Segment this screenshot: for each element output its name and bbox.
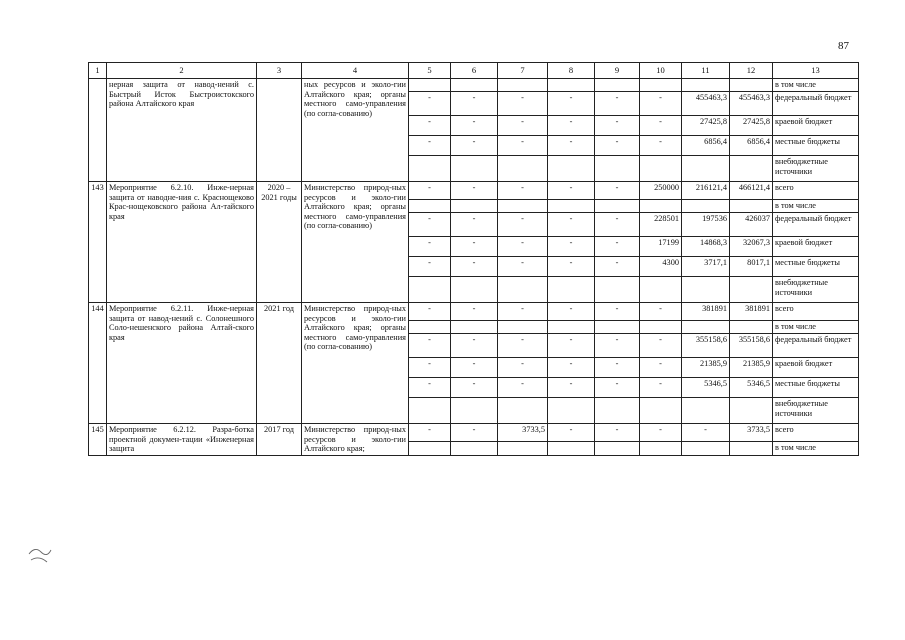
amount-cell bbox=[409, 321, 451, 334]
amount-cell: 27425,8 bbox=[682, 116, 730, 136]
row-number: 145 bbox=[89, 424, 107, 456]
funding-source: краевой бюджет bbox=[773, 237, 859, 257]
amount-cell bbox=[682, 156, 730, 182]
column-header: 8 bbox=[548, 63, 595, 79]
amount-cell: 21385,9 bbox=[682, 358, 730, 378]
amount-cell: 228501 bbox=[640, 213, 682, 237]
period-cell: 2017 год bbox=[257, 424, 302, 456]
amount-cell bbox=[730, 156, 773, 182]
amount-cell bbox=[640, 156, 682, 182]
column-header: 9 bbox=[595, 63, 640, 79]
funding-source: в том числе bbox=[773, 442, 859, 455]
amount-cell: - bbox=[595, 358, 640, 378]
funding-source: краевой бюджет bbox=[773, 358, 859, 378]
column-header: 7 bbox=[498, 63, 548, 79]
amount-cell: 5346,5 bbox=[682, 378, 730, 398]
amount-cell: - bbox=[451, 303, 498, 321]
header-row bbox=[89, 63, 859, 79]
amount-cell bbox=[640, 277, 682, 303]
amount-cell: 3717,1 bbox=[682, 257, 730, 277]
funding-source: федеральный бюджет bbox=[773, 334, 859, 358]
amount-cell: - bbox=[595, 116, 640, 136]
amount-cell bbox=[640, 200, 682, 213]
amount-cell bbox=[730, 200, 773, 213]
amount-cell: - bbox=[451, 213, 498, 237]
amount-cell bbox=[595, 79, 640, 92]
amount-cell: - bbox=[548, 92, 595, 116]
amount-cell: 455463,3 bbox=[682, 92, 730, 116]
executor-cell: Министерство природ-ных ресурсов и эколо-гии Алтайского края; bbox=[302, 424, 409, 456]
period-cell bbox=[257, 79, 302, 182]
measure-description: Мероприятие 6.2.11. Инже-нерная защита от навод-нений с. Солонешного Соло-нешенского района Алтай-ского края bbox=[107, 303, 257, 424]
amount-cell bbox=[595, 277, 640, 303]
amount-cell: 381891 bbox=[682, 303, 730, 321]
amount-cell: - bbox=[498, 136, 548, 156]
budget-table bbox=[88, 62, 859, 456]
executor-cell: ных ресурсов и эколо-гии Алтайского края; органы местного само-управления (по согла-сованию) bbox=[302, 79, 409, 182]
amount-cell: - bbox=[498, 257, 548, 277]
amount-cell: - bbox=[409, 237, 451, 257]
amount-cell bbox=[451, 156, 498, 182]
amount-cell: 426037 bbox=[730, 213, 773, 237]
funding-source: местные бюджеты bbox=[773, 257, 859, 277]
amount-cell: - bbox=[595, 378, 640, 398]
amount-cell: - bbox=[498, 213, 548, 237]
funding-source: в том числе bbox=[773, 200, 859, 213]
amount-cell: - bbox=[640, 334, 682, 358]
amount-cell bbox=[451, 442, 498, 455]
amount-cell bbox=[730, 442, 773, 455]
amount-cell bbox=[640, 398, 682, 424]
amount-cell: - bbox=[595, 237, 640, 257]
amount-cell bbox=[640, 79, 682, 92]
amount-cell bbox=[730, 398, 773, 424]
amount-cell: - bbox=[640, 92, 682, 116]
amount-cell: - bbox=[548, 257, 595, 277]
table-row bbox=[89, 424, 859, 442]
amount-cell: 32067,3 bbox=[730, 237, 773, 257]
amount-cell bbox=[409, 442, 451, 455]
row-number: 144 bbox=[89, 303, 107, 424]
handwritten-mark bbox=[25, 540, 55, 570]
column-header: 1 bbox=[89, 63, 107, 79]
column-header: 3 bbox=[257, 63, 302, 79]
amount-cell: - bbox=[640, 424, 682, 442]
amount-cell: 197536 bbox=[682, 213, 730, 237]
funding-source: местные бюджеты bbox=[773, 378, 859, 398]
amount-cell: - bbox=[640, 116, 682, 136]
amount-cell: 455463,3 bbox=[730, 92, 773, 116]
funding-source: краевой бюджет bbox=[773, 116, 859, 136]
table-row bbox=[89, 79, 859, 92]
funding-source: всего bbox=[773, 424, 859, 442]
amount-cell: - bbox=[498, 378, 548, 398]
row-number bbox=[89, 79, 107, 182]
amount-cell: - bbox=[548, 358, 595, 378]
amount-cell: - bbox=[498, 303, 548, 321]
amount-cell bbox=[498, 321, 548, 334]
amount-cell bbox=[451, 321, 498, 334]
amount-cell: 216121,4 bbox=[682, 182, 730, 200]
page-number: 87 bbox=[838, 40, 849, 52]
amount-cell bbox=[595, 200, 640, 213]
amount-cell bbox=[451, 277, 498, 303]
amount-cell: 6856,4 bbox=[730, 136, 773, 156]
amount-cell: - bbox=[409, 116, 451, 136]
amount-cell: - bbox=[548, 116, 595, 136]
funding-source: местные бюджеты bbox=[773, 136, 859, 156]
amount-cell: 21385,9 bbox=[730, 358, 773, 378]
amount-cell bbox=[595, 321, 640, 334]
funding-source: федеральный бюджет bbox=[773, 213, 859, 237]
amount-cell: 355158,6 bbox=[730, 334, 773, 358]
funding-source: всего bbox=[773, 182, 859, 200]
funding-source: федеральный бюджет bbox=[773, 92, 859, 116]
amount-cell: - bbox=[595, 136, 640, 156]
executor-cell: Министерство природ-ных ресурсов и эколо-гии Алтайского края; органы местного само-управления (по согла-сованию) bbox=[302, 182, 409, 303]
amount-cell bbox=[548, 156, 595, 182]
amount-cell bbox=[595, 398, 640, 424]
amount-cell bbox=[595, 442, 640, 455]
amount-cell bbox=[451, 79, 498, 92]
amount-cell: - bbox=[451, 237, 498, 257]
amount-cell: - bbox=[409, 334, 451, 358]
amount-cell: - bbox=[451, 358, 498, 378]
amount-cell: - bbox=[409, 213, 451, 237]
amount-cell: 8017,1 bbox=[730, 257, 773, 277]
amount-cell: - bbox=[548, 182, 595, 200]
amount-cell bbox=[682, 398, 730, 424]
amount-cell bbox=[498, 277, 548, 303]
amount-cell: - bbox=[409, 424, 451, 442]
amount-cell: - bbox=[451, 182, 498, 200]
funding-source: внебюджетные источники bbox=[773, 156, 859, 182]
amount-cell bbox=[682, 200, 730, 213]
amount-cell: - bbox=[451, 136, 498, 156]
amount-cell bbox=[682, 321, 730, 334]
column-header: 4 bbox=[302, 63, 409, 79]
amount-cell: - bbox=[595, 213, 640, 237]
amount-cell bbox=[730, 79, 773, 92]
amount-cell bbox=[498, 442, 548, 455]
amount-cell: 5346,5 bbox=[730, 378, 773, 398]
amount-cell: - bbox=[498, 182, 548, 200]
amount-cell: - bbox=[640, 378, 682, 398]
column-header: 11 bbox=[682, 63, 730, 79]
amount-cell bbox=[451, 200, 498, 213]
amount-cell bbox=[548, 321, 595, 334]
column-header: 12 bbox=[730, 63, 773, 79]
amount-cell bbox=[409, 200, 451, 213]
amount-cell bbox=[548, 398, 595, 424]
amount-cell: 355158,6 bbox=[682, 334, 730, 358]
amount-cell: - bbox=[451, 92, 498, 116]
column-header: 13 bbox=[773, 63, 859, 79]
amount-cell bbox=[548, 200, 595, 213]
amount-cell: - bbox=[548, 136, 595, 156]
amount-cell: - bbox=[548, 303, 595, 321]
amount-cell bbox=[730, 321, 773, 334]
amount-cell: - bbox=[498, 334, 548, 358]
amount-cell: - bbox=[409, 182, 451, 200]
amount-cell bbox=[640, 442, 682, 455]
amount-cell: - bbox=[548, 334, 595, 358]
amount-cell: - bbox=[548, 424, 595, 442]
amount-cell bbox=[409, 156, 451, 182]
amount-cell bbox=[640, 321, 682, 334]
column-header: 5 bbox=[409, 63, 451, 79]
amount-cell bbox=[498, 79, 548, 92]
amount-cell: 250000 bbox=[640, 182, 682, 200]
amount-cell: 381891 bbox=[730, 303, 773, 321]
amount-cell: - bbox=[595, 257, 640, 277]
table-row bbox=[89, 182, 859, 200]
amount-cell: - bbox=[498, 116, 548, 136]
amount-cell: 27425,8 bbox=[730, 116, 773, 136]
amount-cell bbox=[682, 277, 730, 303]
amount-cell: - bbox=[640, 303, 682, 321]
amount-cell: 17199 bbox=[640, 237, 682, 257]
amount-cell: - bbox=[498, 237, 548, 257]
amount-cell bbox=[498, 398, 548, 424]
amount-cell bbox=[498, 156, 548, 182]
amount-cell bbox=[548, 442, 595, 455]
amount-cell: 3733,5 bbox=[730, 424, 773, 442]
amount-cell: - bbox=[451, 334, 498, 358]
amount-cell: - bbox=[548, 237, 595, 257]
amount-cell: - bbox=[409, 136, 451, 156]
amount-cell: - bbox=[595, 182, 640, 200]
column-header: 10 bbox=[640, 63, 682, 79]
executor-cell: Министерство природ-ных ресурсов и эколо-гии Алтайского края; органы местного само-управления (по согла-сованию) bbox=[302, 303, 409, 424]
amount-cell bbox=[409, 398, 451, 424]
amount-cell: - bbox=[409, 303, 451, 321]
amount-cell: 6856,4 bbox=[682, 136, 730, 156]
amount-cell: - bbox=[409, 378, 451, 398]
column-header: 2 bbox=[107, 63, 257, 79]
funding-source: в том числе bbox=[773, 79, 859, 92]
amount-cell bbox=[409, 79, 451, 92]
amount-cell bbox=[595, 156, 640, 182]
amount-cell bbox=[682, 442, 730, 455]
table-row bbox=[89, 303, 859, 321]
amount-cell: - bbox=[451, 257, 498, 277]
amount-cell: - bbox=[640, 358, 682, 378]
amount-cell: 466121,4 bbox=[730, 182, 773, 200]
amount-cell: - bbox=[498, 358, 548, 378]
amount-cell bbox=[682, 79, 730, 92]
amount-cell: - bbox=[595, 92, 640, 116]
amount-cell: - bbox=[682, 424, 730, 442]
amount-cell bbox=[548, 277, 595, 303]
amount-cell: - bbox=[595, 334, 640, 358]
period-cell: 2021 год bbox=[257, 303, 302, 424]
amount-cell: 4300 bbox=[640, 257, 682, 277]
amount-cell: - bbox=[451, 116, 498, 136]
amount-cell: - bbox=[451, 424, 498, 442]
amount-cell bbox=[548, 79, 595, 92]
amount-cell: - bbox=[451, 378, 498, 398]
amount-cell: 3733,5 bbox=[498, 424, 548, 442]
amount-cell: - bbox=[548, 378, 595, 398]
column-header: 6 bbox=[451, 63, 498, 79]
amount-cell bbox=[498, 200, 548, 213]
amount-cell: - bbox=[409, 92, 451, 116]
amount-cell bbox=[730, 277, 773, 303]
amount-cell: - bbox=[409, 257, 451, 277]
amount-cell: - bbox=[409, 358, 451, 378]
measure-description: Мероприятие 6.2.12. Разра-ботка проектной докумен-тации «Инженерная защита bbox=[107, 424, 257, 456]
measure-description: Мероприятие 6.2.10. Инже-нерная защита от наводне-ния с. Краснощеково Крас-нощековского района Ал-тайского края bbox=[107, 182, 257, 303]
amount-cell bbox=[451, 398, 498, 424]
measure-description: нерная защита от навод-нений с. Быстрый Исток Быстроистокского района Алтайского края bbox=[107, 79, 257, 182]
period-cell: 2020 – 2021 годы bbox=[257, 182, 302, 303]
funding-source: в том числе bbox=[773, 321, 859, 334]
amount-cell: - bbox=[498, 92, 548, 116]
amount-cell: - bbox=[548, 213, 595, 237]
funding-source: всего bbox=[773, 303, 859, 321]
amount-cell bbox=[409, 277, 451, 303]
amount-cell: - bbox=[640, 136, 682, 156]
funding-source: внебюджетные источники bbox=[773, 277, 859, 303]
funding-source: внебюджетные источники bbox=[773, 398, 859, 424]
amount-cell: - bbox=[595, 303, 640, 321]
amount-cell: 14868,3 bbox=[682, 237, 730, 257]
amount-cell: - bbox=[595, 424, 640, 442]
row-number: 143 bbox=[89, 182, 107, 303]
